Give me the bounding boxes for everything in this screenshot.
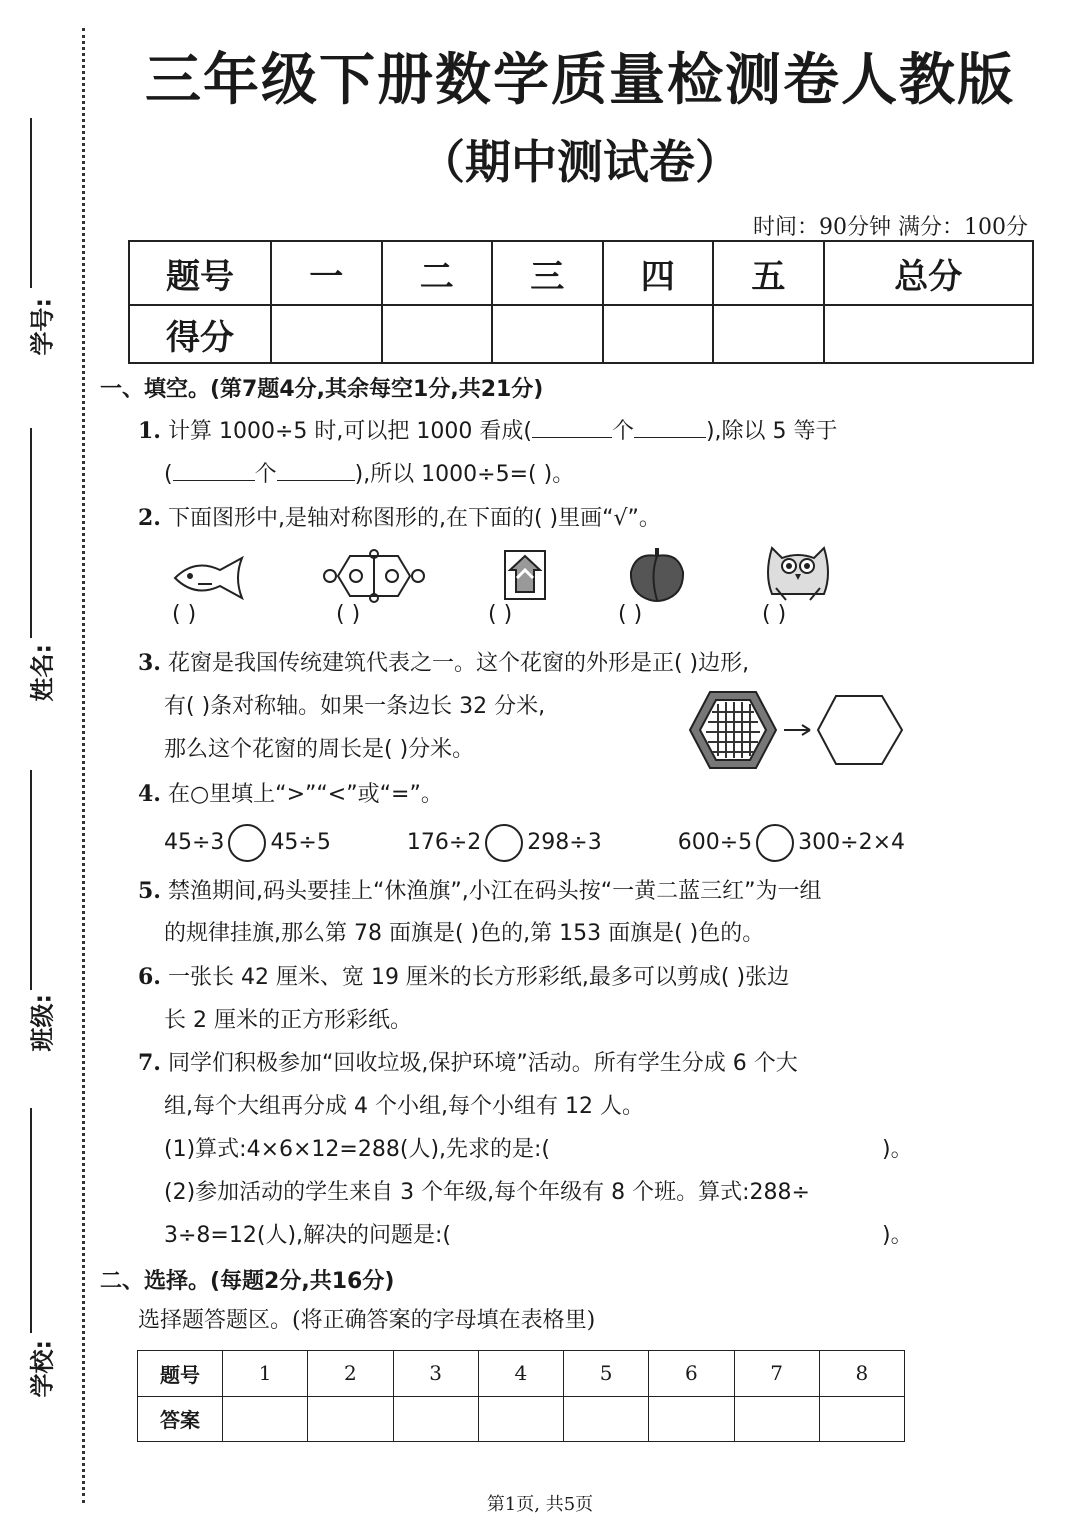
time-info: 时间：90分钟 满分：100分 (753, 215, 1028, 240)
fish-icon (170, 552, 250, 604)
answer-col-number: 1 (223, 1351, 308, 1397)
answer-col-number: 5 (564, 1351, 649, 1397)
answer-col-number: 6 (649, 1351, 734, 1397)
q2-answer-paren[interactable]: ( ) (172, 602, 197, 627)
score-cell[interactable] (382, 305, 493, 363)
q4-expr: 600÷5 (677, 830, 753, 855)
answer-col-number: 2 (308, 1351, 393, 1397)
q4-number: 4. (138, 781, 161, 807)
section1-title: 一、填空。(第7题4分,其余每空1分,共21分) (100, 377, 544, 402)
score-cell[interactable] (271, 305, 382, 363)
class-label: 班级: (28, 993, 57, 1052)
section2-title: 二、选择。(每题2分,共16分) (100, 1269, 395, 1294)
score-col-4: 四 (603, 241, 714, 305)
score-table (128, 240, 1034, 364)
q1-text: 个 (254, 462, 277, 487)
score-col-3: 三 (492, 241, 603, 305)
q1-line1 (138, 416, 838, 447)
q1-blank[interactable] (277, 460, 355, 481)
student-id-label: 学号: (28, 297, 57, 356)
q4-text: 在○里填上“>”“<”或“=”。 (167, 782, 443, 807)
q3-line1 (138, 648, 749, 679)
q3-text: 花窗是我国传统建筑代表之一。这个花窗的外形是正( )边形, (167, 651, 750, 676)
q7-sub2-end: )。 (882, 1223, 913, 1248)
school-line (30, 1108, 32, 1333)
score-col-1: 一 (271, 241, 382, 305)
score-cell[interactable] (824, 305, 1033, 363)
answer-cell[interactable] (478, 1396, 563, 1442)
score-col-total: 总分 (824, 241, 1033, 305)
q2-answer-paren[interactable]: ( ) (488, 602, 513, 627)
answer-col-number: 3 (393, 1351, 478, 1397)
answer-cell[interactable] (734, 1396, 819, 1442)
answer-row-label: 答案 (138, 1396, 223, 1442)
answer-cell[interactable] (393, 1396, 478, 1442)
owl-icon (762, 544, 834, 606)
q3-line2: 有( )条对称轴。如果一条边长 32 分米, (164, 694, 546, 719)
score-col-2: 二 (382, 241, 493, 305)
score-cell[interactable] (713, 305, 824, 363)
q5-number: 5. (138, 878, 161, 904)
answer-table (137, 1350, 905, 1442)
q1-blank[interactable] (634, 417, 706, 438)
compare-circle[interactable] (756, 824, 794, 862)
q3-number: 3. (138, 650, 161, 676)
student-id-line (30, 118, 32, 288)
q4-expr: 300÷2×4 (798, 830, 905, 855)
q3-line3: 那么这个花窗的周长是( )分米。 (164, 737, 475, 762)
q2-number: 2. (138, 505, 161, 531)
q7-line1 (138, 1048, 798, 1079)
q2-answer-paren[interactable]: ( ) (336, 602, 361, 627)
double-hexagon-icon (322, 548, 426, 604)
q1-text: 个 (611, 419, 634, 444)
answer-col-number: 4 (478, 1351, 563, 1397)
q4-expr: 298÷3 (527, 830, 602, 855)
compare-circle[interactable] (228, 824, 266, 862)
q4-compare-row (164, 824, 905, 864)
q4-expr: 176÷2 (406, 830, 482, 855)
q6-line1 (138, 962, 789, 993)
q1-blank[interactable] (532, 417, 612, 438)
q7-sub1-end: )。 (882, 1137, 913, 1162)
page-footer: 第1页, 共5页 (486, 1494, 594, 1515)
score-row-label: 得分 (129, 305, 271, 363)
section2-instruction: 选择题答题区。(将正确答案的字母填在表格里) (138, 1308, 596, 1333)
answer-cell[interactable] (564, 1396, 649, 1442)
q4-expr: 45÷5 (270, 830, 331, 855)
school-label: 学校: (28, 1339, 57, 1398)
score-col-5: 五 (713, 241, 824, 305)
q6-text: 一张长 42 厘米、宽 19 厘米的长方形彩纸,最多可以剪成( )张边 (167, 965, 790, 990)
q6-line2: 长 2 厘米的正方形彩纸。 (164, 1008, 412, 1033)
answer-cell[interactable] (649, 1396, 734, 1442)
q2-text: 下面图形中,是轴对称图形的,在下面的( )里画“√”。 (167, 506, 661, 531)
exam-subtitle: （期中测试卷） (419, 135, 741, 189)
q1-text: ( (164, 462, 173, 487)
q1-blank[interactable] (173, 460, 255, 481)
score-cell[interactable] (603, 305, 714, 363)
q6-number: 6. (138, 964, 161, 990)
q5-line2: 的规律挂旗,那么第 78 面旗是( )色的,第 153 面旗是( )色的。 (164, 921, 765, 946)
q7-sub1: (1)算式:4×6×12=288(人),先求的是:( (164, 1137, 551, 1162)
answer-cell[interactable] (308, 1396, 393, 1442)
binding-dashed-line (82, 28, 85, 1503)
q7-text: 同学们积极参加“回收垃圾,保护环境”活动。所有学生分成 6 个大 (167, 1051, 798, 1076)
answer-col-number: 8 (819, 1351, 904, 1397)
class-line (30, 770, 32, 990)
score-row-label: 题号 (129, 241, 271, 305)
exam-title: 三年级下册数学质量检测卷人教版 (145, 47, 1015, 113)
q1-text: 计算 1000÷5 时,可以把 1000 看成( (167, 419, 532, 444)
flower-window-figure (686, 688, 908, 772)
q2-answer-paren[interactable]: ( ) (762, 602, 787, 627)
q7-sub2-line2: 3÷8=12(人),解决的问题是:( (164, 1223, 452, 1248)
q1-text: ),除以 5 等于 (705, 419, 838, 444)
score-cell[interactable] (492, 305, 603, 363)
q1-line2 (164, 460, 574, 490)
q2-line (138, 503, 661, 534)
q1-number: 1. (138, 418, 161, 444)
q4-line (138, 779, 443, 810)
q1-text: ),所以 1000÷5=( )。 (354, 462, 575, 487)
arrow-box-icon (502, 548, 548, 602)
name-label: 姓名: (28, 643, 57, 702)
answer-cell[interactable] (819, 1396, 904, 1442)
q7-line2: 组,每个大组再分成 4 个小组,每个小组有 12 人。 (164, 1094, 644, 1119)
q5-line1 (138, 876, 822, 907)
answer-row-label: 题号 (138, 1351, 223, 1397)
name-line (30, 428, 32, 638)
q5-text: 禁渔期间,码头要挂上“休渔旗”,小江在码头按“一黄二蓝三红”为一组 (167, 879, 822, 904)
pumpkin-icon (626, 546, 688, 604)
q7-number: 7. (138, 1050, 161, 1076)
compare-circle[interactable] (485, 824, 523, 862)
answer-cell[interactable] (223, 1396, 308, 1442)
answer-col-number: 7 (734, 1351, 819, 1397)
q4-expr: 45÷3 (164, 830, 225, 855)
q2-answer-paren[interactable]: ( ) (618, 602, 643, 627)
q7-sub2-line1: (2)参加活动的学生来自 3 个年级,每个年级有 8 个班。算式:288÷ (164, 1180, 810, 1205)
